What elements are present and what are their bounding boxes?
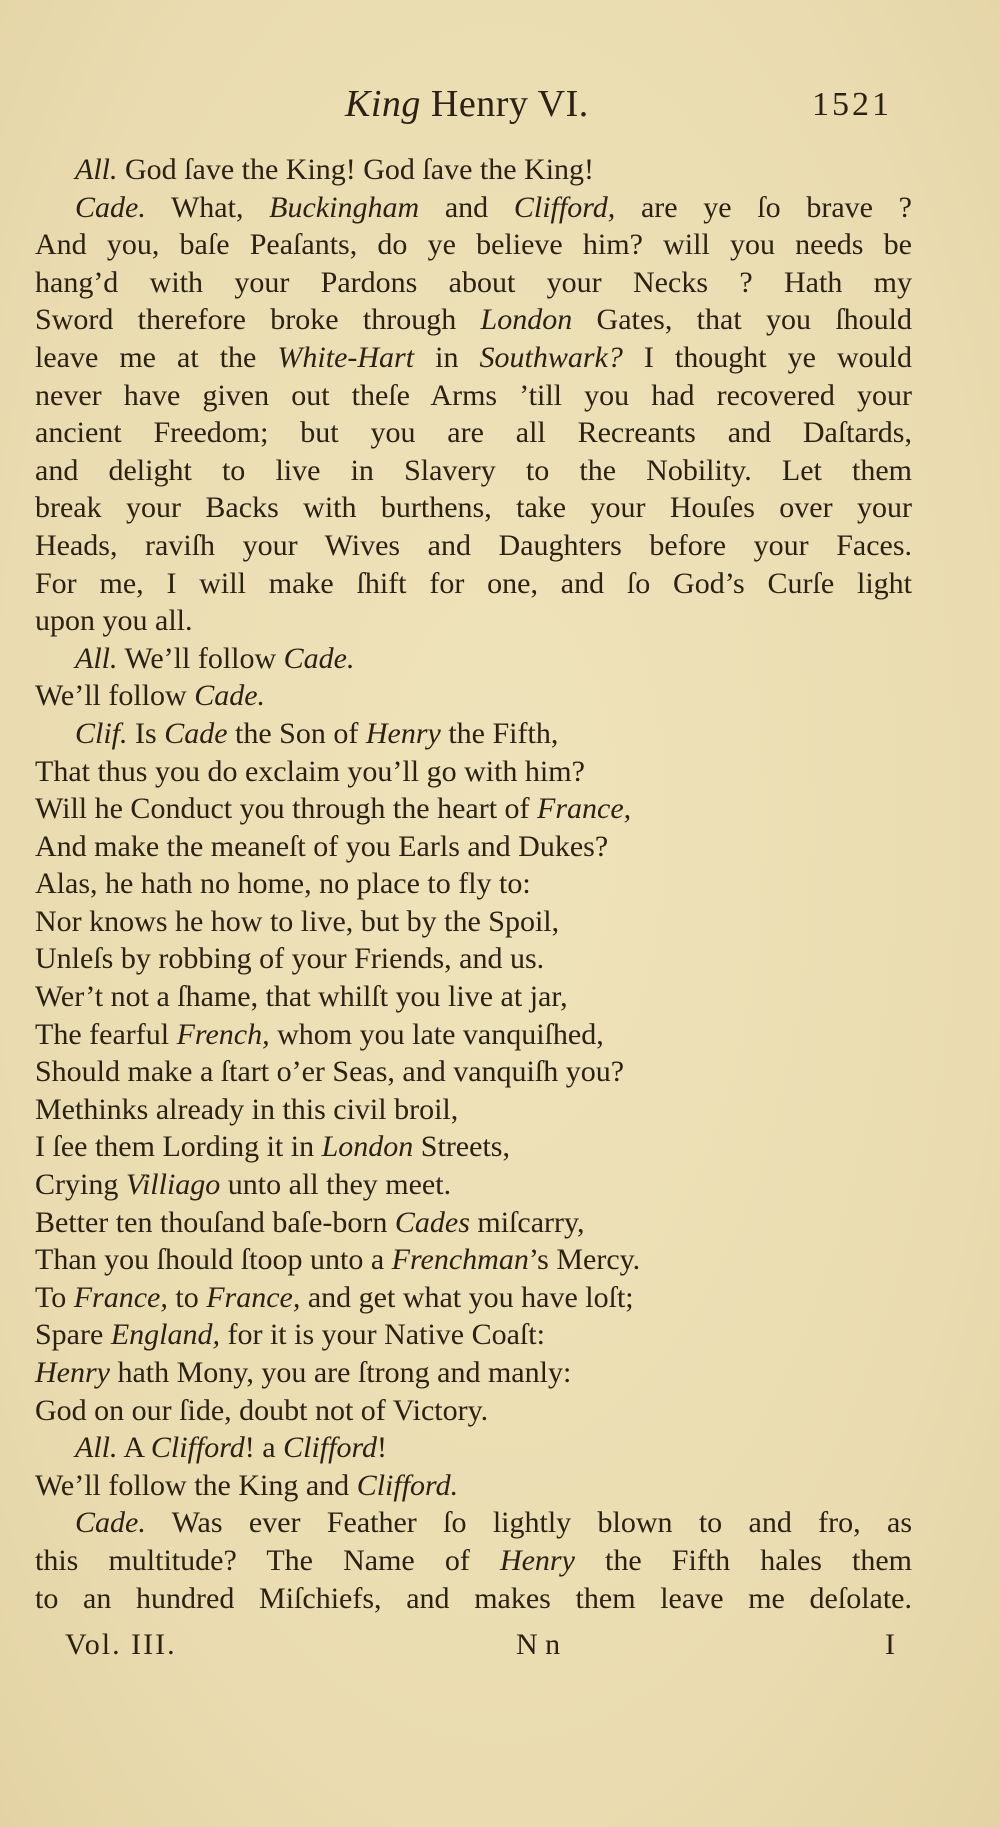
text-line xyxy=(35,1504,912,1542)
text-line xyxy=(35,1166,912,1204)
italic-text: Villiago xyxy=(125,1168,221,1202)
roman-text: We’ll follow xyxy=(35,679,195,713)
italic-text: Cade xyxy=(164,716,228,750)
roman-text: never have given out theſe Arms ’till you had recovered your xyxy=(35,378,912,412)
italic-text: Henry xyxy=(35,1356,110,1389)
text-line xyxy=(35,1392,912,1430)
italic-text: French, xyxy=(176,1017,270,1051)
roman-text: Nor knows he how to live, but by the Spoil, xyxy=(35,904,560,938)
text-line xyxy=(35,828,912,866)
italic-text: All. xyxy=(75,1431,118,1465)
roman-text: ’s Mercy. xyxy=(528,1243,641,1277)
text-line xyxy=(35,677,912,715)
page-body-text xyxy=(35,151,912,1617)
roman-text: We’ll follow the King and xyxy=(35,1468,357,1502)
running-header xyxy=(0,82,1000,132)
running-title-rest: Henry VI. xyxy=(420,83,589,125)
roman-text: We’ll follow xyxy=(117,641,284,675)
text-line xyxy=(35,1128,912,1166)
roman-text: Should make a ſtart o’er Seas, and vanquiſh you? xyxy=(35,1055,625,1089)
text-line xyxy=(35,790,912,828)
roman-text: hang’d with your Pardons about your Necks ? Hath my xyxy=(35,265,912,299)
italic-text: Cade. xyxy=(194,679,266,713)
catchword: I xyxy=(885,1628,895,1661)
roman-text: For me, I will make ſhift for one, and ſo God’s Curſe light xyxy=(35,566,912,600)
roman-text: Sword therefore broke through xyxy=(35,303,481,337)
roman-text: The fearful xyxy=(35,1017,177,1051)
text-line xyxy=(35,753,912,791)
volume-mark: Vol. III. xyxy=(65,1628,177,1661)
roman-text: unto all they meet. xyxy=(220,1168,452,1202)
italic-text: Clif. xyxy=(75,716,128,750)
running-title-italic: King xyxy=(345,83,421,125)
italic-text: All. xyxy=(75,641,118,675)
text-line xyxy=(35,865,912,903)
page-number: 1521 xyxy=(812,86,892,123)
italic-text: Clifford, xyxy=(513,190,616,224)
roman-text: Heads, raviſh your Wives and Daughters before your Faces. xyxy=(35,528,912,562)
roman-text: ! xyxy=(377,1431,388,1465)
roman-text: and delight to live in Slavery to the Nobility. Let them xyxy=(35,453,912,487)
text-line xyxy=(35,1354,912,1392)
text-line xyxy=(35,602,912,640)
text-line xyxy=(35,715,912,753)
roman-text: hath Mony, you are ſtrong and manly: xyxy=(109,1356,572,1389)
text-line xyxy=(35,1053,912,1091)
italic-text: Cades xyxy=(394,1205,470,1239)
text-line xyxy=(35,414,912,452)
italic-text: Clifford xyxy=(150,1431,245,1465)
roman-text: Wer’t not a ſhame, that whilſt you live at jar, xyxy=(35,980,568,1014)
roman-text: miſcarry, xyxy=(469,1205,585,1239)
italic-text: White-Hart xyxy=(277,340,415,374)
text-line xyxy=(35,264,912,302)
roman-text: And you, baſe Peaſants, do ye believe him? will you needs be xyxy=(35,228,912,262)
italic-text: Cade. xyxy=(75,190,146,224)
italic-text: France, xyxy=(537,792,632,826)
signature-mark: N n xyxy=(516,1628,561,1661)
roman-text: and xyxy=(419,190,514,224)
roman-text: Spare xyxy=(35,1318,111,1352)
italic-text: France, xyxy=(206,1280,301,1314)
text-line xyxy=(35,1429,912,1467)
roman-text: Alas, he hath no home, no place to fly to: xyxy=(35,867,531,901)
roman-text: upon you all. xyxy=(35,604,193,638)
italic-text: Cade. xyxy=(283,641,355,675)
text-line xyxy=(35,1204,912,1242)
italic-text: Clifford. xyxy=(356,1468,459,1502)
roman-text: for it is your Native Coaſt: xyxy=(219,1318,545,1352)
roman-text: A xyxy=(117,1431,151,1465)
text-line xyxy=(35,1580,912,1618)
roman-text: whom you late vanquiſhed, xyxy=(269,1017,604,1051)
text-line xyxy=(35,527,912,565)
text-line xyxy=(35,1091,912,1129)
roman-text: are ye ſo brave ? xyxy=(615,190,912,224)
roman-text: Better ten thouſand baſe-born xyxy=(35,1205,395,1239)
text-line xyxy=(35,226,912,264)
roman-text: ! a xyxy=(244,1431,284,1465)
italic-text: Henry xyxy=(365,716,441,750)
roman-text: Crying xyxy=(35,1168,126,1202)
text-line xyxy=(35,940,912,978)
text-line xyxy=(35,377,912,415)
roman-text: That thus you do exclaim you’ll go with him? xyxy=(35,754,585,788)
roman-text: I ſee them Lording it in xyxy=(35,1130,322,1164)
roman-text: Was ever Feather ſo lightly blown to and fro, as xyxy=(145,1506,912,1540)
roman-text: and get what you have loſt; xyxy=(300,1280,634,1314)
italic-text: All. xyxy=(75,153,118,186)
roman-text: Will he Conduct you through the heart of xyxy=(35,792,538,826)
roman-text: God on our ſide, doubt not of Victory. xyxy=(35,1393,489,1427)
text-line xyxy=(35,903,912,941)
roman-text: the Son of xyxy=(227,716,366,750)
text-line xyxy=(35,1467,912,1505)
italic-text: Henry xyxy=(499,1543,575,1577)
running-title xyxy=(345,82,589,126)
roman-text: this multitude? The Name of xyxy=(35,1543,500,1577)
roman-text: Gates, that you ſhould xyxy=(572,303,912,337)
roman-text: the Fifth hales them xyxy=(574,1543,912,1577)
text-line xyxy=(35,489,912,527)
roman-text: What, xyxy=(145,190,270,224)
italic-text: Buckingham xyxy=(269,190,420,224)
roman-text: in xyxy=(414,340,480,374)
text-line xyxy=(35,1316,912,1354)
roman-text: leave me at the xyxy=(35,340,278,374)
italic-text: France, xyxy=(73,1280,168,1314)
roman-text: Is xyxy=(127,716,165,750)
roman-text: Methinks already in this civil broil, xyxy=(35,1092,459,1126)
text-line xyxy=(35,301,912,339)
roman-text: And make the meaneſt of you Earls and Dukes? xyxy=(35,829,609,863)
text-line xyxy=(35,640,912,678)
roman-text: the Fifth, xyxy=(440,716,559,750)
text-line xyxy=(35,151,912,189)
text-line xyxy=(35,978,912,1016)
roman-text: Unleſs by robbing of your Friends, and us. xyxy=(35,942,545,976)
italic-text: London xyxy=(480,303,573,337)
roman-text: I thought ye would xyxy=(622,340,912,374)
italic-text: Southwark? xyxy=(479,340,623,374)
text-line xyxy=(35,339,912,377)
text-line xyxy=(35,1279,912,1317)
roman-text: ancient Freedom; but you are all Recreants and Daſtards, xyxy=(35,416,912,450)
roman-text: break your Backs with burthens, take your Houſes over your xyxy=(35,491,912,525)
roman-text: to xyxy=(167,1280,207,1314)
roman-text: to an hundred Miſchiefs, and makes them leave me deſolate. xyxy=(35,1581,912,1615)
italic-text: Frenchman xyxy=(391,1243,529,1277)
italic-text: England, xyxy=(110,1318,220,1352)
roman-text: Than you ſhould ſtoop unto a xyxy=(35,1243,392,1277)
text-line xyxy=(35,1241,912,1279)
text-line xyxy=(35,189,912,227)
italic-text: London xyxy=(321,1130,414,1164)
text-line xyxy=(35,565,912,603)
italic-text: Cade. xyxy=(75,1506,146,1540)
roman-text: God ſave the King! God ſave the King! xyxy=(117,153,595,186)
text-line xyxy=(35,1016,912,1054)
text-line xyxy=(35,1542,912,1580)
roman-text: Streets, xyxy=(413,1130,510,1164)
roman-text: To xyxy=(35,1280,74,1314)
italic-text: Clifford xyxy=(283,1431,378,1465)
text-line xyxy=(35,452,912,490)
